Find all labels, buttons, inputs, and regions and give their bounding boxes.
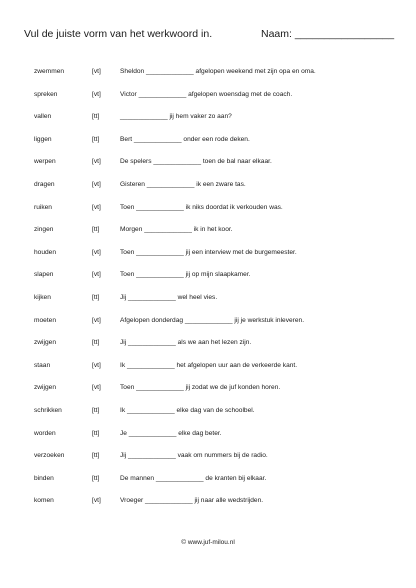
exercise-row — [0, 317, 416, 340]
tense: [vt] — [92, 68, 101, 75]
exercise-row — [0, 158, 416, 181]
tense: [vt] — [92, 180, 101, 188]
tense: [vt] — [92, 158, 101, 166]
exercise-row — [0, 113, 416, 136]
exercise-row — [0, 497, 416, 520]
name-field-label: Naam: _________________ — [261, 28, 395, 40]
tense: [vt] — [92, 90, 101, 98]
sentence: Toen _____________ ik niks doordat ik verkouden was. — [120, 203, 283, 211]
exercise-row — [0, 68, 416, 91]
verb: worden — [34, 429, 56, 437]
exercise-row — [0, 407, 416, 430]
verb: zwemmen — [34, 68, 65, 75]
worksheet-title: Vul de juiste vorm van het werkwoord in. — [24, 28, 213, 40]
verb: houden — [34, 248, 57, 256]
verb: verzoeken — [34, 452, 65, 460]
exercise-row — [0, 181, 416, 204]
verb: vallen — [34, 113, 52, 121]
tense: [vt] — [92, 361, 101, 369]
sentence: De mannen _____________ de kranten bij elkaar. — [120, 474, 267, 482]
tense: [tt] — [92, 474, 100, 482]
tense: [vt] — [92, 384, 101, 392]
verb: ruiken — [34, 203, 52, 211]
tense: [tt] — [92, 406, 100, 414]
sentence: De spelers _____________ toen de bal naar elkaar. — [120, 158, 272, 166]
sentence: Gisteren _____________ ik een zware tas. — [120, 180, 246, 188]
tense: [vt] — [92, 316, 101, 324]
sentence: Jij _____________ vaak om nummers bij de radio. — [120, 452, 268, 460]
sentence: Afgelopen donderdag _____________ jij je werkstuk inleveren. — [120, 316, 305, 324]
sentence: Toen _____________ jij zodat we de juf konden horen. — [120, 384, 281, 392]
tense: [vt] — [92, 203, 101, 211]
tense: [vt] — [92, 248, 101, 256]
verb: kijken — [34, 293, 51, 301]
worksheet-header — [24, 28, 396, 44]
verb: zwijgen — [34, 339, 56, 347]
sentence: Bert _____________ onder een rode deken. — [120, 135, 250, 143]
tense: [vt] — [92, 271, 101, 279]
tense: [tt] — [92, 452, 100, 460]
exercise-row — [0, 475, 416, 498]
verb: zwijgen — [34, 384, 56, 392]
tense: [tt] — [92, 293, 100, 301]
exercise-row — [0, 91, 416, 114]
verb: liggen — [34, 135, 52, 143]
sentence: Ik _____________ het afgelopen uur aan de verkeerde kant. — [120, 361, 298, 369]
sentence: Jij _____________ wel heel vies. — [120, 293, 218, 301]
verb: spreken — [34, 90, 58, 98]
verb: dragen — [34, 180, 55, 188]
tense: [tt] — [92, 226, 100, 234]
tense: [vt] — [92, 497, 101, 505]
tense: [tt] — [92, 339, 100, 347]
exercise-row — [0, 204, 416, 227]
tense: [tt] — [92, 113, 100, 121]
verb: schrikken — [34, 406, 62, 414]
exercise-row — [0, 452, 416, 475]
exercise-row — [0, 294, 416, 317]
verb: slapen — [34, 271, 54, 279]
sentence: Morgen _____________ ik in het koor. — [120, 226, 233, 234]
exercise-row — [0, 271, 416, 294]
verb: komen — [34, 497, 54, 505]
tense: [tt] — [92, 429, 100, 437]
verb: staan — [34, 361, 51, 369]
exercise-list — [0, 68, 416, 520]
verb: zingen — [34, 226, 54, 234]
exercise-row — [0, 362, 416, 385]
sentence: Victor _____________ afgelopen woensdag met de coach. — [120, 90, 293, 98]
exercise-row — [0, 384, 416, 407]
sentence: _____________ jij hem vaker zo aan? — [120, 113, 232, 121]
sentence: Vroeger _____________ jij naar alle wedstrijden. — [120, 497, 264, 505]
verb: binden — [34, 474, 54, 482]
footer-copyright: © www.juf-milou.nl — [181, 539, 235, 546]
verb: werpen — [34, 158, 56, 166]
sentence: Sheldon _____________ afgelopen weekend met zijn opa en oma. — [120, 68, 316, 75]
exercise-row — [0, 430, 416, 453]
sentence: Je _____________ elke dag beter. — [120, 429, 222, 437]
exercise-row — [0, 249, 416, 272]
exercise-row — [0, 136, 416, 159]
exercise-row — [0, 339, 416, 362]
tense: [tt] — [92, 135, 100, 143]
sentence: Ik _____________ elke dag van de schoolbel. — [120, 406, 255, 414]
sentence: Jij _____________ als we aan het lezen zijn. — [120, 339, 252, 347]
verb: moeten — [34, 316, 56, 324]
sentence: Toen _____________ jij op mijn slaapkamer. — [120, 271, 251, 279]
exercise-row — [0, 226, 416, 249]
sentence: Toen _____________ jij een interview met de burgemeester. — [120, 248, 297, 256]
